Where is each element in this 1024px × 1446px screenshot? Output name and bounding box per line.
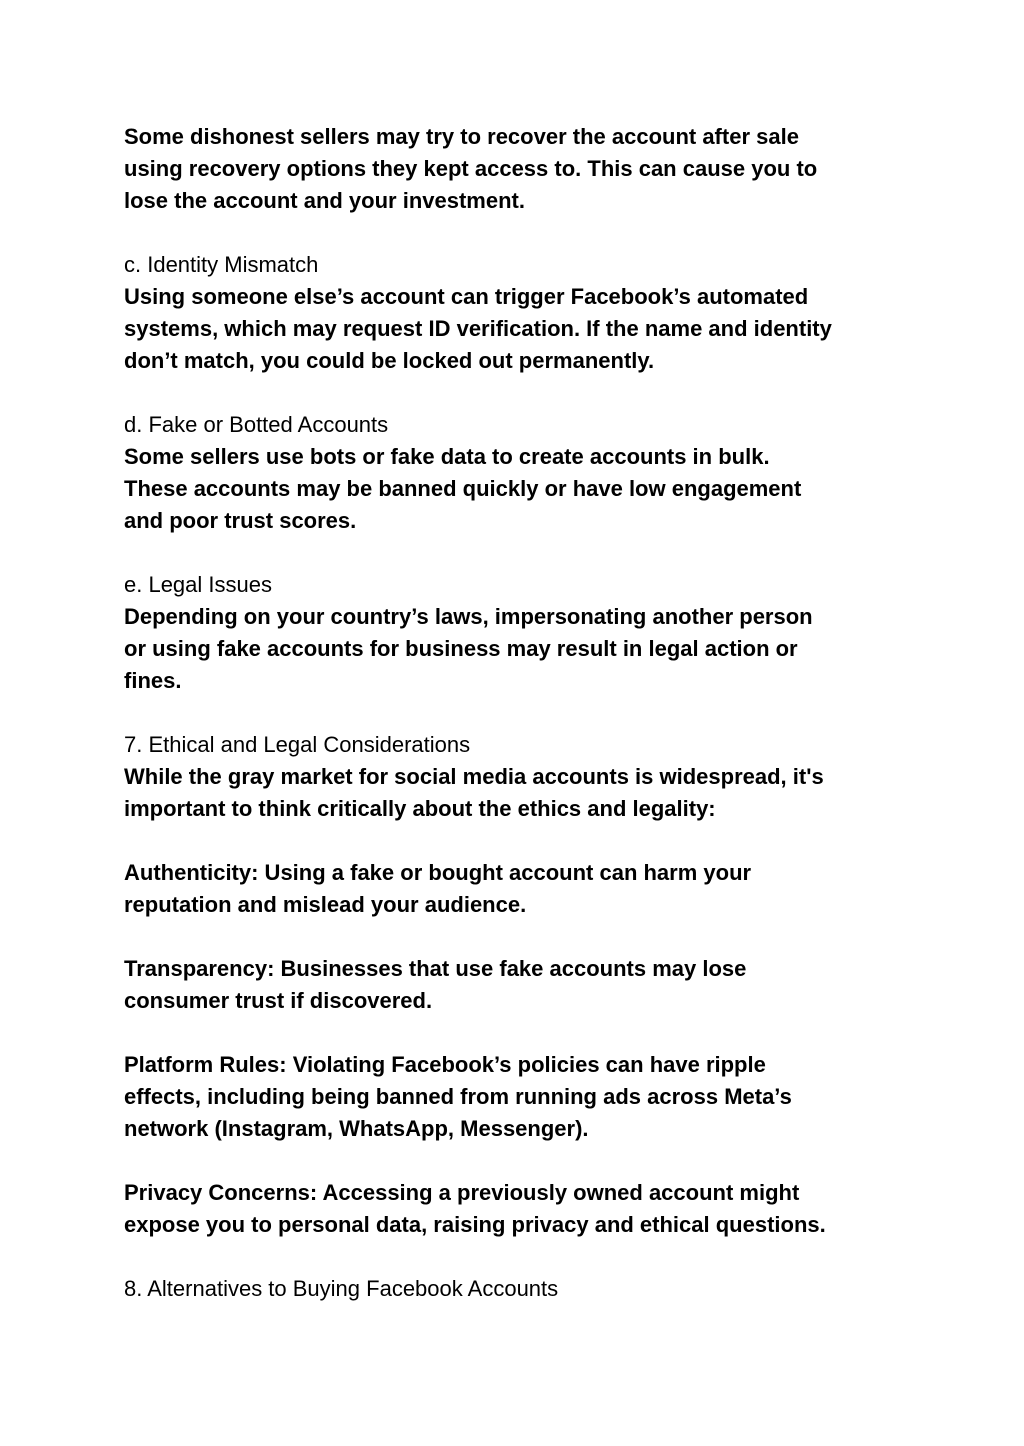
paragraph-platform-rules: Platform Rules: Violating Facebook’s policies can have ripple effects, including being banned from running ads across Meta’s network (Instagram, WhatsApp, Messenger). bbox=[124, 1052, 792, 1141]
paragraph-fake-botted-accounts: Some sellers use bots or fake data to create accounts in bulk. These accounts may be banned quickly or have low engagement and poor trust scores. bbox=[124, 444, 802, 533]
heading-legal-issues: e. Legal Issues bbox=[124, 572, 272, 597]
paragraph-spacer bbox=[124, 921, 924, 953]
paragraph-spacer bbox=[124, 825, 924, 857]
heading-ethical-legal-considerations: 7. Ethical and Legal Considerations bbox=[124, 732, 471, 757]
paragraph-authenticity: Authenticity: Using a fake or bought account can harm your reputation and mislead your audience. bbox=[124, 860, 752, 917]
paragraph-spacer bbox=[124, 1017, 924, 1049]
paragraph-spacer bbox=[124, 377, 924, 409]
document-page bbox=[124, 121, 924, 1305]
paragraph-transparency: Transparency: Businesses that use fake accounts may lose consumer trust if discovered. bbox=[124, 956, 747, 1013]
paragraph-ethical-legal-intro: While the gray market for social media accounts is widespread, it's important to think critically about the ethics and legality: bbox=[124, 764, 824, 821]
heading-identity-mismatch: c. Identity Mismatch bbox=[124, 252, 319, 277]
paragraph-spacer bbox=[124, 1145, 924, 1177]
heading-fake-botted-accounts: d. Fake or Botted Accounts bbox=[124, 412, 389, 437]
paragraph-legal-issues: Depending on your country’s laws, impersonating another person or using fake accounts for business may result in legal action or fines. bbox=[124, 604, 813, 693]
paragraph-spacer bbox=[124, 697, 924, 729]
paragraph-spacer bbox=[124, 1241, 924, 1273]
paragraph-account-recovery-risk: Some dishonest sellers may try to recover the account after sale using recovery options they kept access to. This can cause you to lose the account and your investment. bbox=[124, 124, 818, 213]
paragraph-identity-mismatch: Using someone else’s account can trigger Facebook’s automated systems, which may request ID verification. If the name and identity don’t match, you could be locked out permanently. bbox=[124, 284, 832, 373]
paragraph-privacy-concerns: Privacy Concerns: Accessing a previously owned account might expose you to personal data, raising privacy and ethical questions. bbox=[124, 1180, 826, 1237]
heading-alternatives: 8. Alternatives to Buying Facebook Accounts bbox=[124, 1276, 559, 1301]
paragraph-spacer bbox=[124, 537, 924, 569]
paragraph-spacer bbox=[124, 217, 924, 249]
